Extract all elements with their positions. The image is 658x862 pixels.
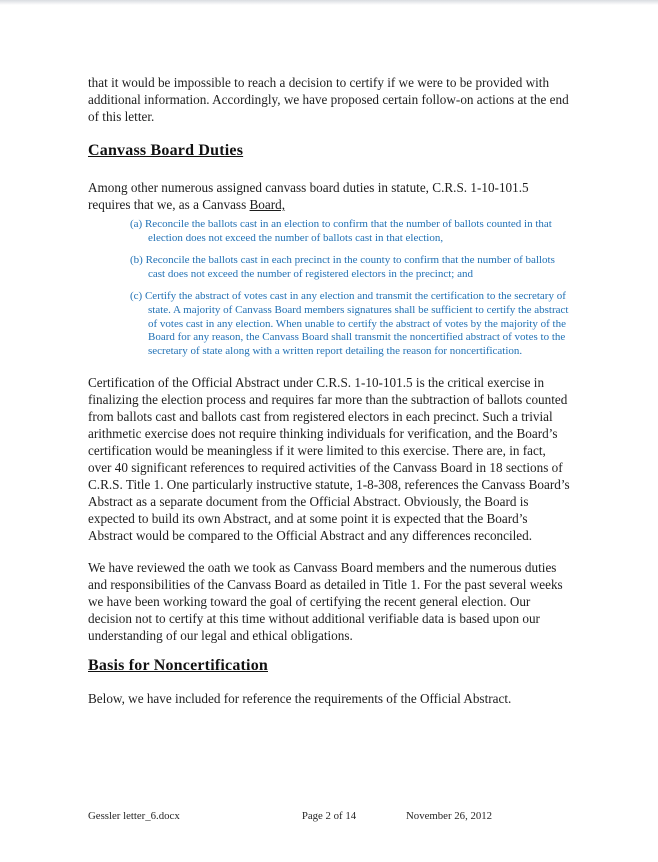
heading-basis-for-noncertification: Basis for Noncertification	[88, 657, 268, 675]
intro-paragraph: that it would be impossible to reach a decision to certify if we were to be provided with additional information. Accordingly, we have proposed certain follow-on actions at the end of this letter.	[88, 75, 569, 124]
statute-item-c	[88, 290, 572, 358]
statute-item-b	[88, 254, 572, 281]
statute-item-b-text: Reconcile the ballots cast in each precinct in the county to confirm that the number of ballots cast does not exceed the number of registered electors in the precinct; and	[145, 254, 555, 280]
duties-intro-underlined-word: Board,	[249, 197, 286, 212]
certification-paragraph: Certification of the Official Abstract under C.R.S. 1-10-101.5 is the critical exercise in finalizing the election process and requires far more than the subtraction of ballots counted from ballots cast and ballots cast from registered electors in each precinct. Such a trivial arithmetic exercise does not require thinking individuals for verification, and the Board’s certification would be meaningless if it were limited to this exercise. There are, in fact, over 40 significant references to required activities of the Canvass Board in 18 sections of C.R.S. Title 1. One particularly instructive statute, 1-8-308, references the Canvass Board’s Abstract as a separate document from the Official Abstract. Obviously, the Board is expected to build its own Abstract, and at some point it is expected that the Board’s Abstract would be compared to the Official Abstract and any differences reconciled.	[88, 375, 570, 544]
duties-intro-paragraph	[88, 179, 572, 213]
footer-date: November 26, 2012	[406, 810, 493, 822]
heading-canvass-board-duties: Canvass Board Duties	[88, 142, 244, 159]
statute-item-a-text: Reconcile the ballots cast in an election to confirm that the number of ballots counted in that election does not exceed the number of ballots cast in that election,	[144, 218, 552, 244]
statute-item-b-label: (b)	[130, 254, 143, 267]
statute-item-c-text: Certify the abstract of votes cast in any election and transmit the certification to the secretary of state. A majority of Canvass Board members signatures shall be sufficient to certify the abstract of votes cast in any election. When unable to certify the abstract of votes by the majority of the Board for any reason, the Canvass Board shall transmit the noncertified abstract of votes to the secretary of state along with a written report detailing the reason for noncertification.	[144, 290, 569, 357]
statute-quotation-list	[88, 218, 572, 358]
statute-item-c-label: (c)	[130, 290, 143, 303]
scan-edge-artifact	[0, 0, 658, 5]
basis-paragraph: Below, we have included for reference the requirements of the Official Abstract.	[88, 691, 512, 707]
statute-item-a	[88, 218, 572, 245]
footer-page-number: Page 2 of 14	[301, 810, 357, 822]
oath-paragraph: We have reviewed the oath we took as Canvass Board members and the numerous duties and responsibilities of the Canvass Board as detailed in Title 1. For the past several weeks we have been working toward the goal of certifying the recent general election. Our decision not to certify at this time without additional verifiable data is based upon our understanding of our legal and ethical obligations.	[88, 560, 563, 644]
footer-filename: Gessler letter_6.docx	[88, 810, 180, 822]
duties-intro-text: Among other numerous assigned canvass board duties in statute, C.R.S. 1-10-101.5 requires that we, as a Canvass	[88, 180, 529, 212]
statute-item-a-label: (a)	[130, 218, 143, 230]
page-content	[88, 74, 572, 723]
